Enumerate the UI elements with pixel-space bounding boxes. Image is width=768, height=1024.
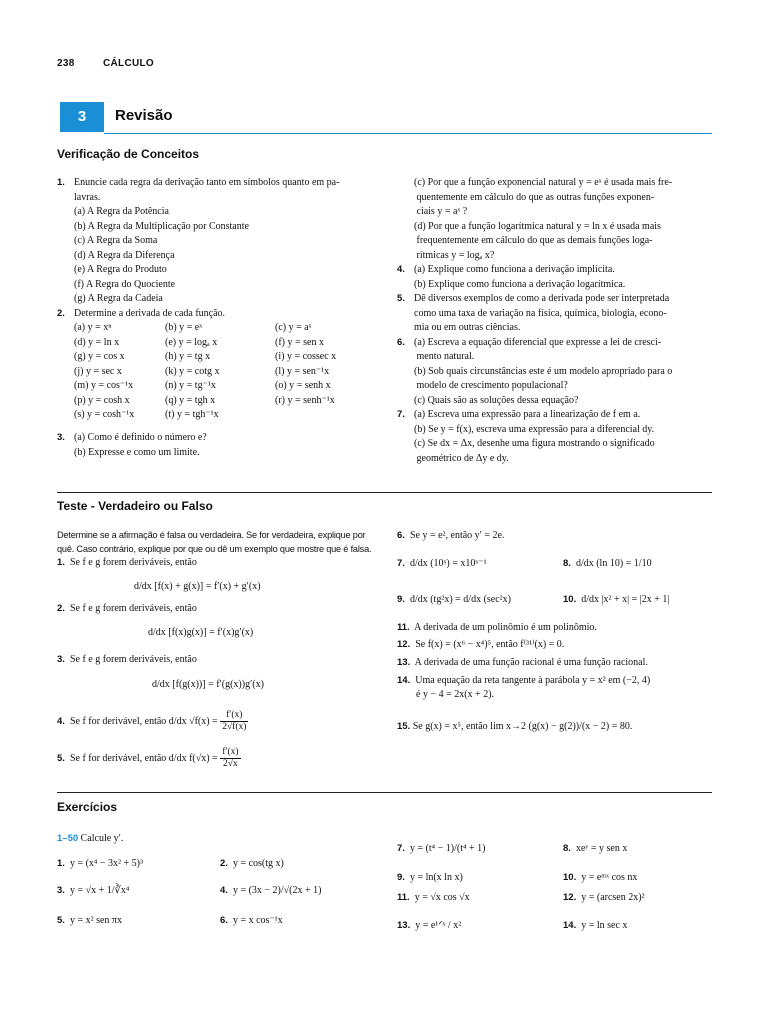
running-title: CÁLCULO xyxy=(103,58,154,69)
function-cell: (j) y = sec x xyxy=(74,365,122,377)
concept-check-left xyxy=(57,176,387,321)
exercise-item xyxy=(220,858,284,869)
exercises-instruction xyxy=(57,832,123,847)
q-text: d/dx (ln 10) = 1/10 xyxy=(575,558,652,569)
q-text: Se f for derivável, então xyxy=(69,715,167,727)
exercise-expression: y = √x cos √x xyxy=(414,892,470,903)
text-line xyxy=(57,431,387,446)
q-number: 6. xyxy=(397,530,405,541)
tf-q9 xyxy=(397,593,511,608)
chapter-rule xyxy=(104,133,712,134)
exercise-number: 4. xyxy=(220,885,228,896)
item-text: lavras. xyxy=(74,191,101,203)
item-text: quentemente em cálculo do que as outras funções exponen- xyxy=(414,191,655,203)
exercise-number: 10. xyxy=(563,872,577,883)
exercise-item xyxy=(563,920,627,931)
text-line xyxy=(57,278,387,293)
text-line xyxy=(57,263,387,278)
text-line xyxy=(57,292,387,307)
intro-line: quê. Caso contrário, explique por que ou dê um exemplo que mostre que é falsa. xyxy=(57,544,372,554)
function-cell: (i) y = cossec x xyxy=(275,351,337,362)
page-number: 238 xyxy=(57,58,75,69)
q-number: 12. xyxy=(397,639,411,650)
item-text: geométrico de Δy e dy. xyxy=(414,452,509,464)
true-false-title: Teste - Verdadeiro ou Falso xyxy=(57,499,213,513)
item-text: Dê diversos exemplos de como a derivada pode ser interpretada xyxy=(414,293,670,304)
exercise-number: 12. xyxy=(563,892,577,903)
exercise-item xyxy=(397,920,461,931)
tf-q7 xyxy=(397,557,487,572)
q-number: 3. xyxy=(57,654,65,665)
q-number: 14. xyxy=(397,675,411,686)
function-row xyxy=(57,321,387,336)
function-cell: (a) y = xⁿ xyxy=(74,322,112,333)
exercise-expression: y = x cos⁻¹x xyxy=(232,915,283,926)
exercise-number: 1. xyxy=(57,858,65,869)
exercise-expression: y = (x⁴ − 3x² + 5)³ xyxy=(69,858,143,869)
text-line xyxy=(57,249,387,264)
item-text: (b) Sob quais circunstâncias este é um modelo apropriado para o xyxy=(414,365,673,377)
text-line xyxy=(397,350,717,365)
exercise-item xyxy=(563,872,637,883)
function-row xyxy=(57,350,387,365)
text-line xyxy=(397,307,717,322)
item-text: modelo de crescimento populacional? xyxy=(414,380,568,391)
text-line xyxy=(57,205,387,220)
exercise-expression: y = e¹ᐟˣ / x² xyxy=(415,920,462,931)
text-line xyxy=(57,307,387,322)
text-line xyxy=(397,365,717,380)
exercise-item xyxy=(57,885,129,896)
q-number: 11. xyxy=(397,622,410,633)
item-text: ciais y = aˣ ? xyxy=(414,206,468,217)
item-text: rítmicas y = logₐ x? xyxy=(414,249,495,261)
item-text: (f) A Regra do Quociente xyxy=(74,278,176,290)
function-row xyxy=(57,365,387,380)
q-text: d/dx (tg²x) = d/dx (sec²x) xyxy=(409,594,511,605)
function-cell: (h) y = tg x xyxy=(165,351,211,362)
exercise-expression: y = cos(tg x) xyxy=(232,858,284,869)
q-number: 7. xyxy=(397,558,405,569)
exercise-number: 3. xyxy=(57,885,65,896)
exercise-expression: y = x² sen πx xyxy=(69,915,122,926)
item-number: 5. xyxy=(397,293,405,304)
q-text: Se f e g forem deriváveis, então xyxy=(69,557,197,568)
exercise-number: 2. xyxy=(220,858,228,869)
function-cell: (q) y = tgh x xyxy=(165,394,216,406)
text-line xyxy=(57,220,387,235)
text-line xyxy=(397,263,717,278)
tf-q8 xyxy=(563,557,652,572)
q-number: 1. xyxy=(57,557,65,568)
text-line xyxy=(57,176,387,191)
exercise-expression: y = ln(x ln x) xyxy=(409,872,463,883)
tf-q11 xyxy=(397,621,597,636)
exercise-expression: y = (arcsen 2x)² xyxy=(581,892,645,903)
q-fraction xyxy=(220,747,240,770)
item-text: (a) Como é definido o número e? xyxy=(74,432,207,443)
item-number: 2. xyxy=(57,307,65,319)
tf-q14 xyxy=(397,674,650,689)
q-number: 2. xyxy=(57,603,65,614)
item-text: (a) A Regra da Potência xyxy=(74,206,169,217)
text-line xyxy=(397,408,717,423)
exercise-item xyxy=(397,843,485,854)
function-cell: (r) y = senh⁻¹x xyxy=(275,394,335,406)
item-text: (e) A Regra do Produto xyxy=(74,264,167,275)
text-line xyxy=(397,321,717,336)
q-text: A derivada de uma função racional é uma função racional. xyxy=(414,657,648,668)
concept-check-right xyxy=(397,176,717,466)
numerator: f′(x) xyxy=(222,747,239,757)
tf-q5 xyxy=(57,747,241,770)
function-row xyxy=(57,336,387,351)
q-number: 9. xyxy=(397,594,405,605)
function-cell: (b) y = eˣ xyxy=(165,322,203,333)
q-number: 10. xyxy=(563,594,577,605)
true-false-intro xyxy=(57,528,371,556)
exercise-number: 13. xyxy=(397,920,411,931)
text-line xyxy=(397,249,717,264)
item-text: (a) Explique como funciona a derivação implícita. xyxy=(414,264,615,275)
item-text: (a) Escreva a equação diferencial que expresse a lei de cresci- xyxy=(414,336,662,348)
exercise-range: 1–50 xyxy=(57,833,79,844)
function-cell: (k) y = cotg x xyxy=(165,365,220,377)
tf-q13 xyxy=(397,656,648,671)
exercise-number: 9. xyxy=(397,872,405,883)
item-text: (b) Expresse e como um limite. xyxy=(74,446,200,458)
intro-line: Determine se a afirmação é falsa ou verdadeira. Se for verdadeira, explique por xyxy=(57,530,366,540)
exercise-item xyxy=(57,915,122,926)
q-text: Se g(x) = x⁵, então lim x→2 (g(x) − g(2))/(x − 2) = 80. xyxy=(412,721,633,732)
tf-q10 xyxy=(563,593,669,608)
exercise-item xyxy=(57,858,143,869)
text-line xyxy=(397,452,717,467)
text-line xyxy=(397,220,717,235)
function-row xyxy=(57,408,387,423)
q-text: Se f(x) = (x⁶ − x⁴)⁵, então f⁽³¹⁾(x) = 0. xyxy=(415,639,565,650)
chapter-number-box xyxy=(60,102,104,132)
exercise-expression: y = ln sec x xyxy=(581,920,628,931)
item-text: (b) A Regra da Multiplicação por Constante xyxy=(74,220,249,232)
function-cell: (l) y = sen⁻¹x xyxy=(275,365,330,377)
exercise-number: 11. xyxy=(397,892,410,903)
q-number: 15. xyxy=(397,721,411,732)
function-row xyxy=(57,379,387,394)
exercise-expression: y = eᵐˣ cos nx xyxy=(581,872,638,883)
q-text: Uma equação da reta tangente à parábola y = x² em (−2, 4) xyxy=(415,675,651,686)
exercise-item xyxy=(220,915,283,926)
tf-q3 xyxy=(57,653,197,668)
tf-q1-eq: d/dx [f(x) + g(x)] = f′(x) + g′(x) xyxy=(134,581,261,592)
tf-q6 xyxy=(397,529,504,544)
item-number: 6. xyxy=(397,336,405,348)
item-text: (d) Por que a função logarítmica natural y = ln x é usada mais xyxy=(414,220,661,232)
concept-check-left-tail xyxy=(57,431,387,460)
item-number: 4. xyxy=(397,264,405,275)
exercise-number: 7. xyxy=(397,843,405,854)
function-cell: (d) y = ln x xyxy=(74,336,120,348)
function-cell: (p) y = cosh x xyxy=(74,394,130,406)
exercise-number: 5. xyxy=(57,915,65,926)
item-text: (g) A Regra da Cadeia xyxy=(74,293,163,304)
denominator: 2√x xyxy=(223,759,238,769)
function-cell: (s) y = cosh⁻¹x xyxy=(74,409,135,420)
function-cell: (m) y = cos⁻¹x xyxy=(74,380,134,391)
divider xyxy=(57,792,712,793)
item-text: (b) Se y = f(x), escreva uma expressão para a diferencial dy. xyxy=(414,423,655,435)
q-text: d/dx (10ˣ) = x10ˣ⁻¹ xyxy=(409,558,487,569)
function-cell: (o) y = senh x xyxy=(275,380,331,391)
item-text: (b) Explique como funciona a derivação logarítmica. xyxy=(414,278,626,290)
exercise-item xyxy=(397,872,463,883)
exercise-item xyxy=(563,843,627,854)
q-fraction xyxy=(220,710,248,733)
exercise-number: 6. xyxy=(220,915,228,926)
item-text: (d) A Regra da Diferença xyxy=(74,249,175,261)
exercise-number: 8. xyxy=(563,843,571,854)
chapter-number: 3 xyxy=(77,108,87,125)
item-text: (a) Escreva uma expressão para a linearização de f em a. xyxy=(414,409,641,420)
tf-q4 xyxy=(57,710,248,733)
item-text: como uma taxa de variação na física, química, biologia, econo- xyxy=(414,307,667,319)
q-text: Se f e g forem deriváveis, então xyxy=(69,654,197,665)
exercise-expression: y = (3x − 2)/√(2x + 1) xyxy=(232,885,322,896)
function-cell: (e) y = logₐ x xyxy=(165,336,218,348)
tf-q12 xyxy=(397,638,564,653)
tf-q3-eq: d/dx [f(g(x))] = f′(g(x))g′(x) xyxy=(152,679,264,690)
q-number: 8. xyxy=(563,558,571,569)
exercise-item xyxy=(563,892,645,903)
chapter-title: Revisão xyxy=(115,107,173,124)
q-text: d/dx |x² + x| = |2x + 1| xyxy=(581,594,670,605)
text-line xyxy=(397,423,717,438)
tf-q15 xyxy=(397,720,632,735)
text-line xyxy=(397,292,717,307)
item-number: 1. xyxy=(57,177,65,188)
tf-q14-line2: é y − 4 = 2x(x + 2). xyxy=(416,689,495,700)
text-line xyxy=(57,446,387,461)
exercise-expression: y = (t⁴ − 1)/(t⁴ + 1) xyxy=(409,843,486,854)
text-line xyxy=(397,176,717,191)
text-line xyxy=(397,234,717,249)
q-lhs: d/dx √f(x) = xyxy=(168,715,218,727)
text-line xyxy=(397,394,717,409)
exercise-item xyxy=(220,885,321,896)
text-line xyxy=(397,336,717,351)
item-number: 7. xyxy=(397,409,405,420)
function-cell: (c) y = aˣ xyxy=(275,322,312,333)
q-number: 5. xyxy=(57,752,65,764)
concept-check-title: Verificação de Conceitos xyxy=(57,147,200,161)
text-line xyxy=(57,234,387,249)
numerator: f′(x) xyxy=(220,710,248,722)
text-line xyxy=(397,437,717,452)
tf-q1 xyxy=(57,556,197,571)
function-row xyxy=(57,394,387,409)
text-line xyxy=(397,379,717,394)
function-cell: (n) y = tg⁻¹x xyxy=(165,380,216,391)
denominator: 2√f(x) xyxy=(222,722,247,732)
text-line xyxy=(397,278,717,293)
exercise-number: 14. xyxy=(563,920,577,931)
item-text: Determine a derivada de cada função. xyxy=(74,307,226,319)
item-text: mia ou em outras ciências. xyxy=(414,322,521,333)
q-lhs: d/dx f(√x) = xyxy=(168,752,218,764)
q-number: 4. xyxy=(57,715,65,727)
instruction-text: Calcule y′. xyxy=(80,833,124,844)
text-line xyxy=(397,191,717,206)
q-text: A derivada de um polinômio é um polinômio. xyxy=(414,622,597,633)
function-cell: (g) y = cos x xyxy=(74,351,125,362)
function-table xyxy=(57,321,387,423)
text-line xyxy=(397,205,717,220)
item-text: (c) Se dx = Δx, desenhe uma figura mostrando o significado xyxy=(414,438,655,449)
item-text: (c) Por que a função exponencial natural y = eˣ é usada mais fre- xyxy=(414,177,673,188)
text-line xyxy=(57,191,387,206)
q-number: 13. xyxy=(397,657,411,668)
item-number: 3. xyxy=(57,432,65,443)
exercises-title: Exercícios xyxy=(57,800,118,814)
item-text: Enuncie cada regra da derivação tanto em símbolos quanto em pa- xyxy=(74,177,340,188)
function-cell: (f) y = sen x xyxy=(275,336,324,348)
item-text: mento natural. xyxy=(414,351,475,362)
divider xyxy=(57,492,712,493)
q-text: Se f e g forem deriváveis, então xyxy=(69,603,197,614)
exercise-item xyxy=(397,892,470,903)
q-text: Se y = e², então y′ = 2e. xyxy=(409,530,505,541)
item-text: (c) A Regra da Soma xyxy=(74,235,158,246)
item-text: frequentemente em cálculo do que as demais funções loga- xyxy=(414,235,653,246)
exercise-expression: xeʸ = y sen x xyxy=(575,843,628,854)
tf-q2 xyxy=(57,602,197,617)
item-text: (c) Quais são as soluções dessa equação? xyxy=(414,394,579,406)
function-cell: (t) y = tgh⁻¹x xyxy=(165,409,219,420)
tf-q2-eq: d/dx [f(x)g(x)] = f′(x)g′(x) xyxy=(148,627,254,638)
exercise-expression: y = √x + 1/∛x⁴ xyxy=(69,885,130,896)
q-text: Se f for derivável, então xyxy=(69,752,167,764)
